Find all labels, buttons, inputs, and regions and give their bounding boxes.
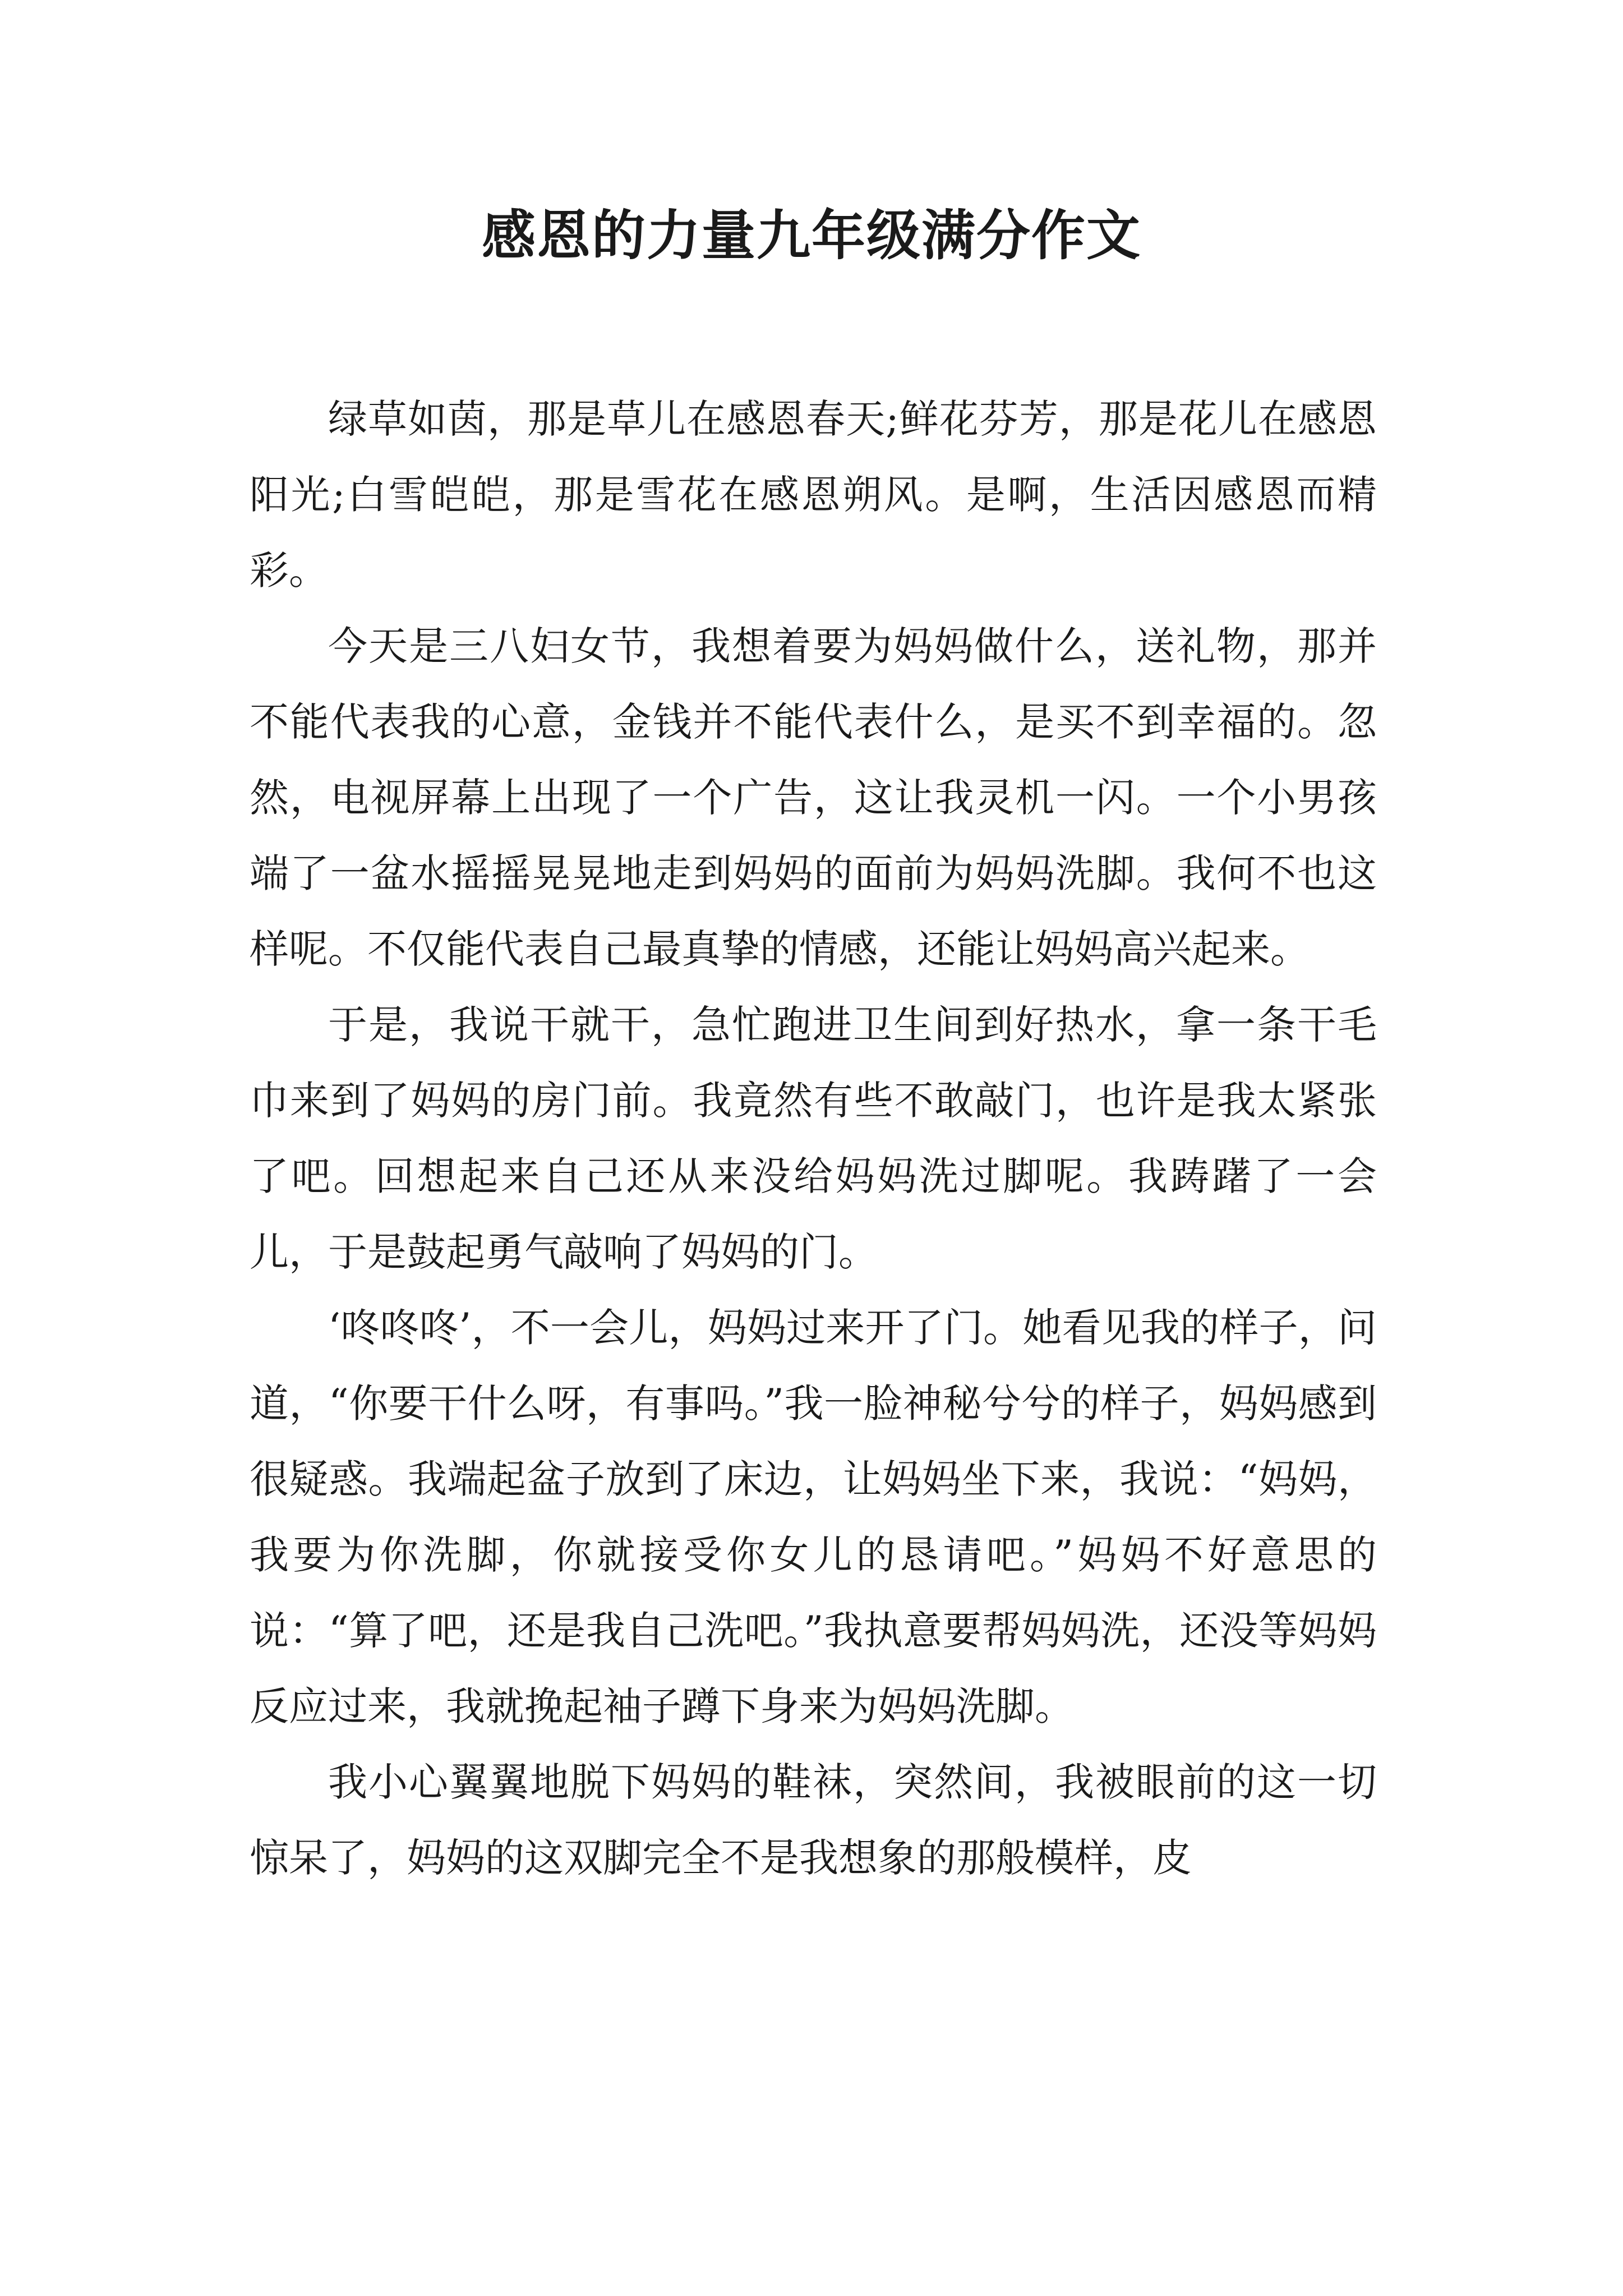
- paragraph-1: 绿草如茵，那是草儿在感恩春天;鲜花芬芳，那是花儿在感恩阳光;白雪皑皑，那是雪花在感恩朔风。是啊，生活因感恩而精彩。: [250, 396, 1377, 593]
- document-title: 感恩的力量九年级满分作文: [482, 204, 1141, 267]
- paragraph-5: 我小心翼翼地脱下妈妈的鞋袜，突然间，我被眼前的这一切惊呆了，妈妈的这双脚完全不是我想象的那般模样，皮: [250, 1759, 1377, 1881]
- paragraph-2: 今天是三八妇女节，我想着要为妈妈做什么，送礼物，那并不能代表我的心意，金钱并不能代表什么，是买不到幸福的。忽然，电视屏幕上出现了一个广告，这让我灵机一闪。一个小男孩端了一盆水摇摇晃晃地走到妈妈的面前为妈妈洗脚。我何不也这样呢。不仅能代表自己最真挚的情感，还能让妈妈高兴起来。: [250, 623, 1377, 972]
- paragraph-3: 于是，我说干就干，急忙跑进卫生间到好热水，拿一条干毛巾来到了妈妈的房门前。我竟然有些不敢敲门，也许是我太紧张了吧。回想起来自己还从来没给妈妈洗过脚呢。我踌躇了一会儿，于是鼓起勇气敲响了妈妈的门。: [250, 1002, 1377, 1275]
- document-body: [250, 381, 1377, 1896]
- paragraph-4: ‘咚咚咚’，不一会儿，妈妈过来开了门。她看见我的样子，问道，“你要干什么呀，有事吗。”我一脸神秘兮兮的样子，妈妈感到很疑惑。我端起盆子放到了床边，让妈妈坐下来，我说：“妈妈，我要为你洗脚，你就接受你女儿的恳请吧。”妈妈不好意思的说：“算了吧，还是我自己洗吧。”我执意要帮妈妈洗，还没等妈妈反应过来，我就挽起袖子蹲下身来为妈妈洗脚。: [250, 1305, 1377, 1729]
